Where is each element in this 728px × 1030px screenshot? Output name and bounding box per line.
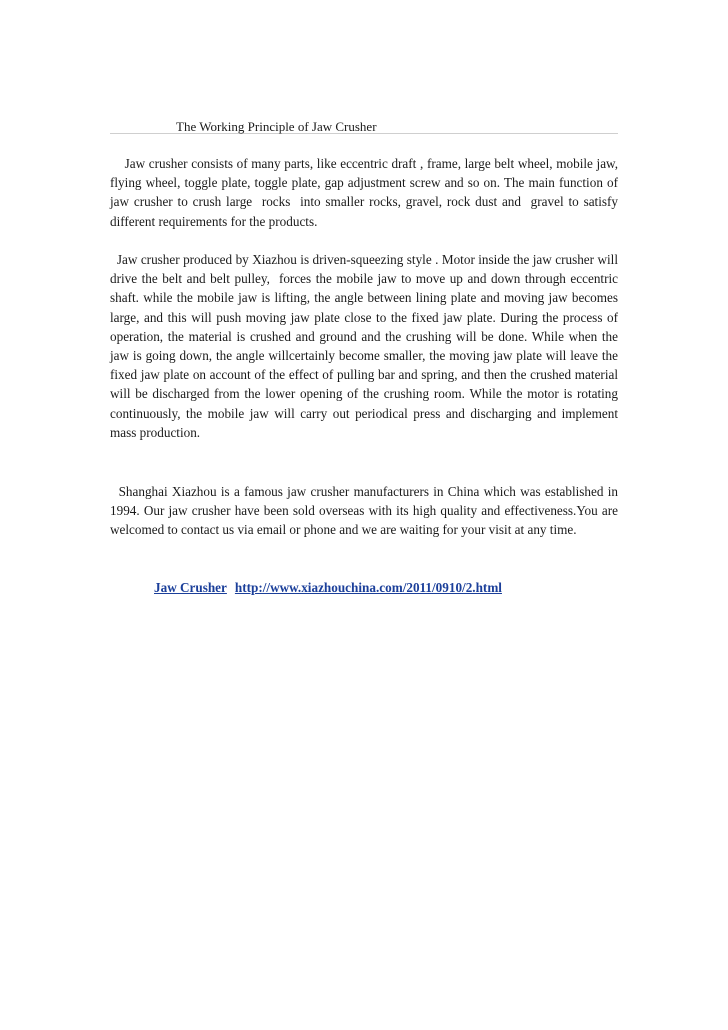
document-title: The Working Principle of Jaw Crusher [176,119,377,134]
paragraph-company: Shanghai Xiazhou is a famous jaw crusher manufacturers in China which was established in 1994. Our jaw crusher have been sold overseas with its high quality and effectiveness.You are welcomed to contact us via email or phone and we are waiting for your visit at any time. [110,484,622,538]
paragraph-components: Jaw crusher consists of many parts, like eccentric draft , frame, large belt wheel, mobile jaw, flying wheel, toggle plate, toggle plate, gap adjustment screw and so on. The main function of jaw crusher to crush large rocks into smaller rocks, gravel, rock dust and gravel to satisfy different requirements for the products. [110,156,622,229]
url-link[interactable]: http://www.xiazhouchina.com/2011/0910/2.html [234,580,502,595]
link-line [154,578,502,597]
jaw-crusher-link[interactable]: Jaw Crusher [154,580,227,595]
paragraph-operation: Jaw crusher produced by Xiazhou is driven-squeezing style . Motor inside the jaw crusher will drive the belt and belt pulley, forces the mobile jaw to move up and down through eccentric shaft. while the mobile jaw is lifting, the angle between lining plate and moving jaw becomes large, and this will push moving jaw plate close to the fixed jaw plate. During the process of operation, the material is crushed and ground and the crushing will be done. While when the jaw is going down, the angle willcertainly become smaller, the moving jaw plate will leave the fixed jaw plate on account of the effect of pulling bar and spring, and then the crushed material will be discharged from the lower opening of the crushing room. While the motor is rotating continuously, the mobile jaw will carry out periodical press and discharging and implement mass production. [110,252,622,440]
